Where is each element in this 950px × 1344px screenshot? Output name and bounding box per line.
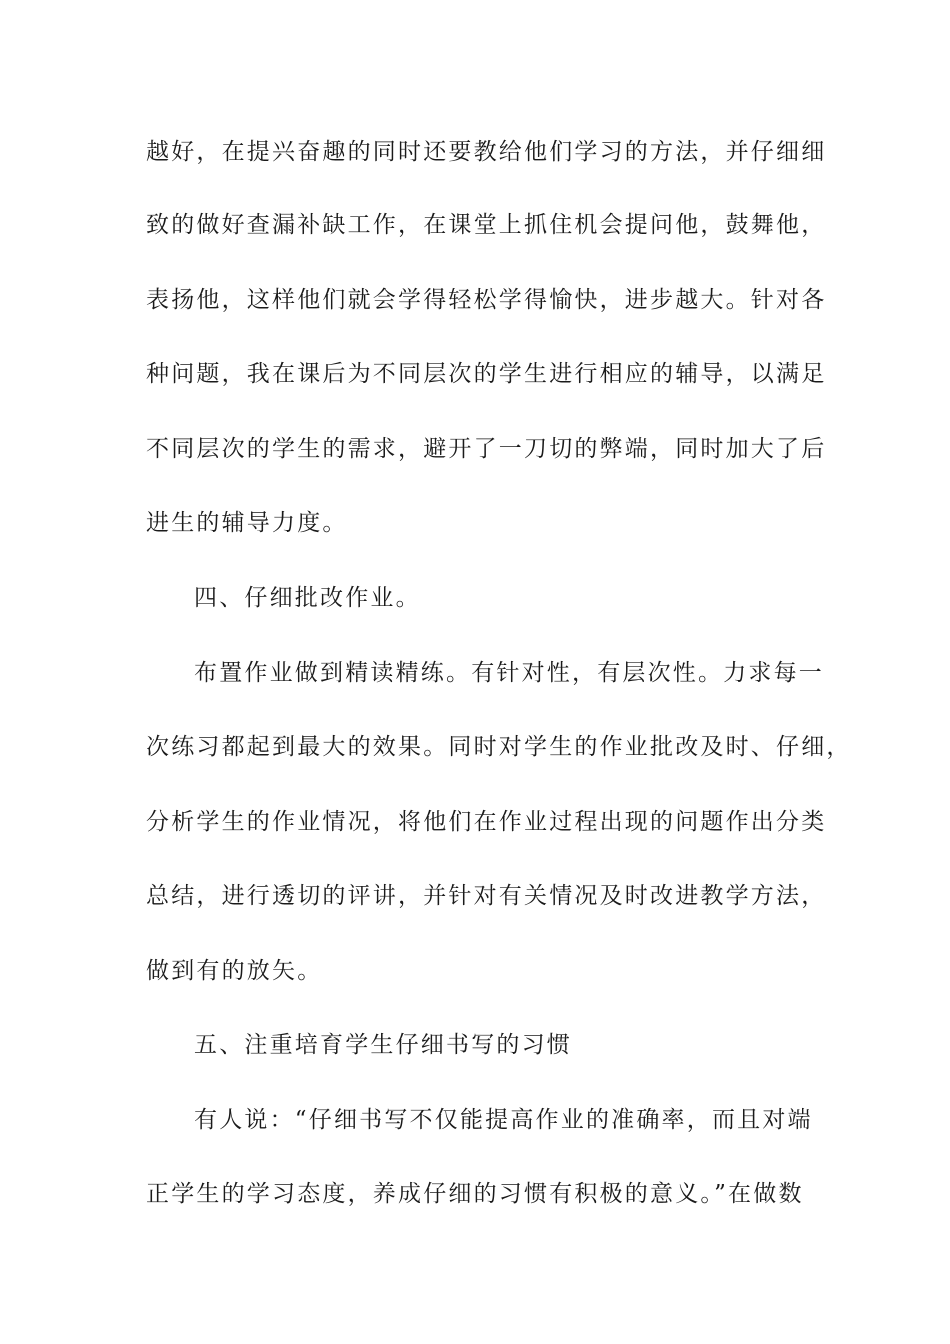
paragraph-line: 正学生的学习态度，养成仔细的习惯有积极的意义。”在做数 (146, 1181, 804, 1207)
section-heading: 五、注重培育学生仔细书写的习惯 (194, 1032, 572, 1058)
paragraph-line: 次练习都起到最大的效果。同时对学生的作业批改及时、仔细， (146, 734, 852, 760)
paragraph-line: 种问题，我在课后为不同层次的学生进行相应的辅导，以满足 (146, 361, 827, 387)
paragraph-line: 有人说：“仔细书写不仅能提高作业的准确率，而且对端 (194, 1107, 813, 1133)
paragraph-line: 总结，进行透切的评讲，并针对有关情况及时改进教学方法， (146, 883, 827, 909)
paragraph-line: 不同层次的学生的需求，避开了一刀切的弊端，同时加大了后 (146, 436, 827, 462)
section-heading: 四、仔细批改作业。 (194, 585, 421, 611)
paragraph-line: 越好，在提兴奋趣的同时还要教给他们学习的方法，并仔细细 (146, 139, 827, 165)
paragraph-line: 做到有的放矢。 (146, 958, 323, 984)
paragraph-line: 致的做好查漏补缺工作，在课堂上抓住机会提问他，鼓舞他， (146, 212, 827, 238)
paragraph-line: 分析学生的作业情况，将他们在作业过程出现的问题作出分类 (146, 809, 827, 835)
paragraph-line: 表扬他，这样他们就会学得轻松学得愉快，进步越大。针对各 (146, 287, 827, 313)
paragraph-line: 布置作业做到精读精练。有针对性，有层次性。力求每一 (194, 660, 824, 686)
paragraph-line: 进生的辅导力度。 (146, 510, 348, 536)
